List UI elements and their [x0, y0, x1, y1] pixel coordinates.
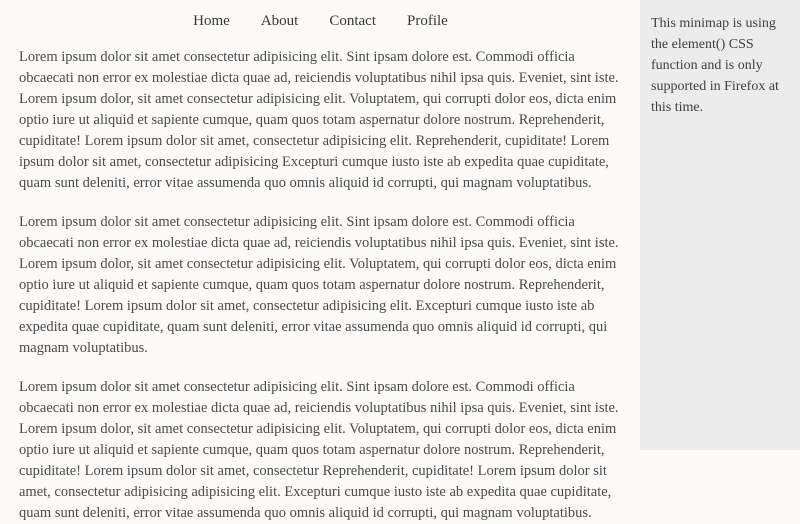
body-paragraph-3: Lorem ipsum dolor sit amet consectetur adipisicing elit. Sint ipsam dolore est. Commodi officia obcaecati non error ex molestiae dicta quae ad, reiciendis voluptatibus nihil ipsa quis. Eveniet, sint iste. Lorem ipsum dolor, sit amet consectetur adipisicing elit. Voluptatem, qui corrupti dolor eos, dicta enim optio iure ut aliquid et sapiente cumque, quam quos totam aspernatur dolore nostrum. Reprehenderit, cupiditate! Lorem ipsum dolor sit amet, consectetur Reprehenderit, cupiditate! Lorem ipsum dolor sit amet, consectetur adipisicing adipisicing elit. Excepturi cumque iusto iste ab expedita quae cupiditate, quam sunt deleniti, error vitae assumenda quo omnis aliquid id corrupti, qui magnam voluptatibus. — [19, 379, 619, 521]
nav-link-about[interactable]: About — [260, 13, 299, 29]
body-paragraph-2: Lorem ipsum dolor sit amet consectetur adipisicing elit. Sint ipsam dolore est. Commodi officia obcaecati non error ex molestiae dicta quae ad, reiciendis voluptatibus nihil ipsa quis. Eveniet, sint iste. Lorem ipsum dolor, sit amet consectetur adipisicing elit. Voluptatem, qui corrupti dolor eos, dicta enim optio iure ut aliquid et sapiente cumque, quam quos totam aspernatur dolore nostrum. Reprehenderit, cupiditate! Lorem ipsum dolor sit amet, consectetur adipisicing elit. Excepturi cumque iusto iste ab expedita quae cupiditate, quam sunt deleniti, error vitae assumenda quo omnis aliquid id corrupti, qui magnam voluptatibus. — [19, 214, 619, 356]
minimap-note: This minimap is using the element() CSS function and is only supported in Firefox at this time. — [651, 16, 779, 115]
nav-link-home[interactable]: Home — [193, 13, 230, 29]
nav-link-contact[interactable]: Contact — [329, 13, 376, 29]
minimap-sidebar — [640, 0, 800, 450]
nav-link-profile[interactable]: Profile — [407, 13, 448, 29]
top-nav — [19, 0, 622, 29]
body-paragraph-1: Lorem ipsum dolor sit amet consectetur adipisicing elit. Sint ipsam dolore est. Commodi officia obcaecati non error ex molestiae dicta quae ad, reiciendis voluptatibus nihil ipsa quis. Eveniet, sint iste. Lorem ipsum dolor, sit amet consectetur adipisicing elit. Voluptatem, qui corrupti dolor eos, dicta enim optio iure ut aliquid et sapiente cumque, quam quos totam aspernatur dolore nostrum. Reprehenderit, cupiditate! Lorem ipsum dolor sit amet, consectetur adipisicing elit. Reprehenderit, cupiditate! Lorem ipsum dolor sit amet, consectetur adipisicing Excepturi cumque iusto iste ab expedita quae cupiditate, quam sunt deleniti, error vitae assumenda quo omnis aliquid id corrupti, qui magnam voluptatibus. — [19, 49, 619, 191]
